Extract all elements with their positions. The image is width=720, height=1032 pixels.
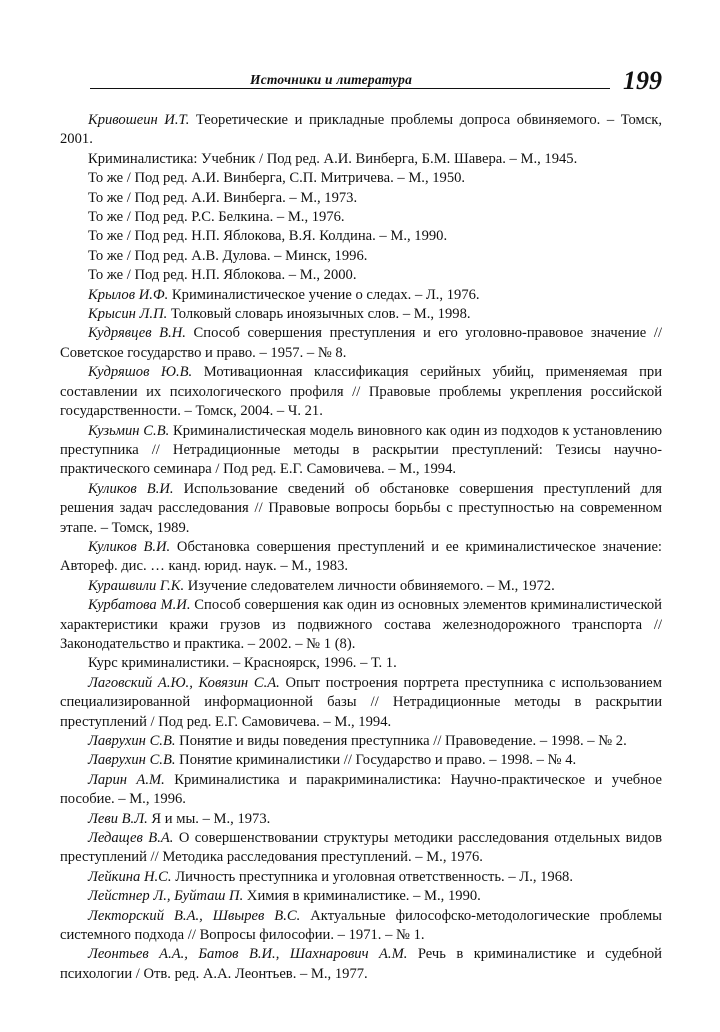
bibliography-entry [60, 674, 662, 732]
entry-text: Мотивационная классификация серийных убийц, применяемая при составлении их психологического профиля // Правовые проблемы укрепления российской государственности. – Томск, 2004. – Ч. 21. [60, 364, 663, 420]
entry-author: Лекторский В.А., Швырев В.С. [88, 907, 301, 924]
entry-author: Лаврухин С.В. [88, 752, 176, 769]
entry-text: Понятие и виды поведения преступника // Правоведение. – 1998. – № 2. [175, 733, 627, 749]
entry-text: То же / Под ред. Н.П. Яблокова, В.Я. Колдина. – М., 1990. [88, 228, 448, 245]
running-head [90, 66, 662, 100]
bibliography-entry [60, 305, 662, 324]
bibliography-entry [60, 247, 662, 266]
bibliography-entry [60, 480, 662, 538]
entry-author: Курбатова М.И. [88, 597, 191, 614]
entry-text: Способ совершения как один из основных элементов криминалистической характеристики кражи грузов из подвижного состава железнодорожного транспорта // Законодательство и практика. – 2002. – № 1 (8). [60, 597, 662, 652]
page-number: 199 [623, 66, 662, 95]
entry-text: То же / Под ред. Р.С. Белкина. – М., 1976. [88, 209, 345, 226]
entry-text: То же / Под ред. А.И. Винберга, С.П. Митричева. – М., 1950. [88, 170, 466, 187]
entry-text: Опыт построения портрета преступника с использованием специализированной информационной базы // Нетрадиционные методы в раскрытии преступлений / Под ред. Е.Г. Самовичева. – М., 1994. [60, 674, 662, 730]
entry-text: Использование сведений об обстановке совершения преступлений для решения задач расследования // Правовые вопросы борьбы с преступностью на современном этапе. – Томск, 1989. [60, 480, 662, 536]
bibliography-entry [60, 596, 662, 654]
bibliography-entry [60, 538, 662, 577]
entry-text: Криминалистическое учение о следах. – Л., 1976. [168, 286, 480, 303]
running-head-title: Источники и литература [250, 72, 413, 87]
entry-author: Кудряшов Ю.В. [88, 364, 193, 381]
bibliography-entry [60, 732, 662, 751]
entry-author: Кривошеин И.Т. [88, 112, 190, 128]
entry-author: Ларин А.М. [88, 771, 165, 788]
entry-author: Лаговский А.Ю., Ковязин С.А. [88, 674, 280, 691]
entry-author: Кузьмин С.В. [88, 422, 170, 439]
entry-text: Химия в криминалистике. – М., 1990. [243, 888, 481, 905]
entry-text: Криминалистическая модель виновного как один из подходов к установлению преступника // Нетрадиционные методы в раскрытии преступлений: Тезисы научно-практического семинара / Под ред. Е.Г. Самовичева. – М., 1994. [60, 422, 662, 478]
entry-text: О совершенствовании структуры методики расследования отдельных видов преступлений // Методика расследования преступлений. – М., 1976. [60, 830, 662, 866]
entry-text: Способ совершения преступления и его уголовно-правовое значение // Советское государство и право. – 1957. – № 8. [60, 325, 662, 361]
bibliography-entry [60, 169, 662, 188]
entry-text: Обстановка совершения преступлений и ее криминалистическое значение: Автореф. дис. … канд. юрид. наук. – М., 1983. [60, 538, 662, 575]
entry-text: Понятие криминалистики // Государство и право. – 1998. – № 4. [175, 752, 577, 769]
entry-author: Курашвили Г.К. [88, 577, 185, 594]
bibliography-entry [60, 771, 662, 810]
entry-author: Леонтьев А.А., Батов В.И., Шахнарович А.М. [88, 946, 408, 963]
entry-author: Крысин Л.П. [88, 306, 168, 323]
entry-text: Актуальные философско-методологические проблемы системного подхода // Вопросы философии. – 1971. – № 1. [60, 907, 662, 944]
bibliography-entry [60, 887, 662, 906]
bibliography-entry [60, 363, 662, 421]
bibliography-entry [60, 286, 662, 305]
bibliography-entry [60, 150, 662, 169]
entry-text: Криминалистика: Учебник / Под ред. А.И. Винберга, Б.М. Шавера. – М., 1945. [88, 150, 578, 167]
bibliography-entry [60, 829, 662, 868]
entry-text: То же / Под ред. А.В. Дулова. – Минск, 1996. [88, 247, 368, 264]
bibliography-entry [60, 945, 662, 984]
entry-author: Кудрявцев В.Н. [88, 325, 186, 342]
entry-text: То же / Под ред. Н.П. Яблокова. – М., 2000. [88, 267, 357, 284]
running-head-rule [90, 88, 610, 89]
bibliography-entry [60, 810, 662, 829]
bibliography-entry [60, 324, 662, 363]
entry-author: Ледащев В.А. [88, 830, 174, 847]
entry-text: Криминалистика и паракриминалистика: Научно-практическое и учебное пособие. – М., 1996. [60, 771, 662, 808]
bibliography-entry [60, 577, 662, 596]
bibliography-entry [60, 266, 662, 285]
bibliography-entry [60, 208, 662, 227]
bibliography-entry [60, 111, 662, 150]
bibliography-entry [60, 751, 662, 770]
bibliography-entry [60, 654, 662, 673]
entry-text: Теоретические и прикладные проблемы допроса обвиняемого. – Томск, 2001. [60, 112, 662, 148]
entry-author: Куликов В.И. [88, 480, 174, 497]
entry-text: Речь в криминалистике и судебной психологии / Отв. ред. А.А. Леонтьев. – М., 1977. [60, 946, 662, 982]
entry-text: Личность преступника и уголовная ответственность. – Л., 1968. [171, 868, 573, 885]
entry-author: Куликов В.И. [88, 538, 171, 555]
entry-author: Лейстнер Л., Буйташ П. [88, 888, 244, 905]
entry-text: То же / Под ред. А.И. Винберга. – М., 1973. [88, 189, 358, 206]
entry-text: Толковый словарь иноязычных слов. – М., 1998. [167, 306, 471, 323]
entry-text: Я и мы. – М., 1973. [147, 810, 271, 827]
bibliography-entry [60, 189, 662, 208]
entry-author: Крылов И.Ф. [88, 286, 169, 303]
bibliography-entry [60, 227, 662, 246]
bibliography-entry [60, 868, 662, 887]
entry-author: Лейкина Н.С. [88, 868, 172, 885]
entry-text: Курс криминалистики. – Красноярск, 1996. – Т. 1. [88, 655, 397, 672]
entry-author: Лаврухин С.В. [88, 733, 176, 749]
bibliography-list [60, 111, 662, 984]
bibliography-entry [60, 422, 662, 480]
entry-author: Леви В.Л. [88, 810, 148, 827]
entry-text: Изучение следователем личности обвиняемого. – М., 1972. [184, 577, 555, 594]
bibliography-entry [60, 907, 662, 946]
